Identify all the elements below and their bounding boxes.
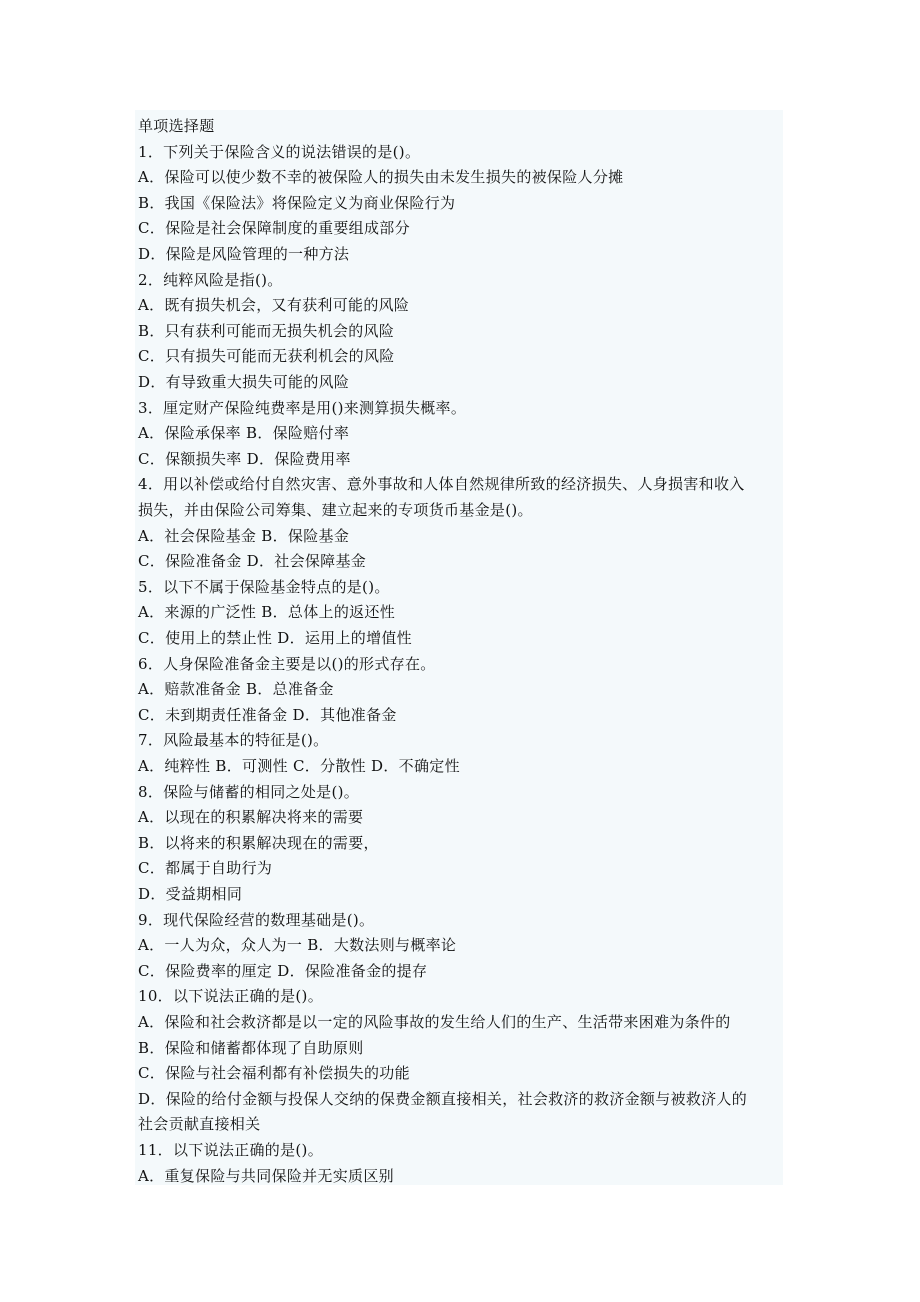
- text-line: A．保险可以使少数不幸的被保险人的损失由未发生损失的被保险人分摊: [138, 168, 624, 187]
- section-heading: 单项选择题: [138, 117, 215, 135]
- text-line: D．受益期相同: [138, 885, 243, 903]
- text-line: A．纯粹性 B．可测性 C．分散性 D．不确定性: [138, 757, 460, 775]
- text-line: C．保险费率的厘定 D．保险准备金的提存: [138, 961, 428, 980]
- text-line: B．保险和储蓄都体现了自助原则: [138, 1038, 364, 1057]
- document-text-block: [135, 110, 783, 1185]
- text-line: 8．保险与储蓄的相同之处是()。: [138, 782, 360, 801]
- text-line: C．保额损失率 D．保险费用率: [138, 449, 351, 468]
- text-line: A．保险和社会救济都是以一定的风险事故的发生给人们的生产、生活带来困难为条件的: [138, 1013, 731, 1031]
- text-line: A．保险承保率 B．保险赔付率: [138, 424, 350, 443]
- text-line: 4．用以补偿或给付自然灾害、意外事故和人体自然规律所致的经济损失、人身损害和收入: [138, 475, 745, 494]
- text-line: 损失，并由保险公司筹集、建立起来的专项货币基金是()。: [138, 501, 533, 519]
- text-line: 7．风险最基本的特征是()。: [138, 731, 329, 750]
- text-line: A．以现在的积累解决将来的需要: [138, 808, 364, 827]
- text-line: C．保险是社会保障制度的重要组成部分: [138, 219, 410, 238]
- text-line: A．重复保险与共同保险并无实质区别: [138, 1166, 394, 1185]
- text-line: B．我国《保险法》将保险定义为商业保险行为: [138, 193, 456, 212]
- text-line: A．一人为众，众人为一 B．大数法则与概率论: [138, 936, 457, 955]
- text-line: C．使用上的禁止性 D．运用上的增值性: [138, 629, 412, 647]
- text-line: 1．下列关于保险含义的说法错误的是()。: [138, 142, 421, 161]
- text-line: 2．纯粹风险是指()。: [138, 270, 283, 289]
- text-line: 10．以下说法正确的是()。: [138, 987, 323, 1006]
- text-line: D．有导致重大损失可能的风险: [138, 373, 350, 391]
- text-line: 3．厘定财产保险纯费率是用()来测算损失概率。: [138, 398, 467, 417]
- text-line: B．以将来的积累解决现在的需要，: [138, 833, 379, 852]
- text-line: C．保险准备金 D．社会保障基金: [138, 552, 367, 571]
- text-line: 11．以下说法正确的是()。: [138, 1141, 323, 1159]
- text-line: 9．现代保险经营的数理基础是()。: [138, 910, 375, 929]
- text-line: A．赔款准备金 B．总准备金: [138, 680, 334, 699]
- text-line: A．既有损失机会，又有获利可能的风险: [138, 296, 410, 315]
- text-line: A．社会保险基金 B．保险基金: [138, 526, 350, 545]
- text-line: D．保险是风险管理的一种方法: [138, 245, 350, 263]
- text-line: C．都属于自助行为: [138, 859, 273, 878]
- text-line: C．未到期责任准备金 D．其他准备金: [138, 705, 397, 724]
- text-line: 社会贡献直接相关: [138, 1115, 261, 1134]
- text-line: A．来源的广泛性 B．总体上的返还性: [138, 603, 396, 622]
- text-line: C．只有损失可能而无获利机会的风险: [138, 347, 395, 366]
- text-line: B．只有获利可能而无损失机会的风险: [138, 321, 395, 340]
- text-line: D．保险的给付金额与投保人交纳的保费金额直接相关，社会救济的救济金额与被救济人的: [138, 1089, 748, 1108]
- text-line: C．保险与社会福利都有补偿损失的功能: [138, 1064, 410, 1083]
- text-line: 6．人身保险准备金主要是以()的形式存在。: [138, 654, 436, 673]
- text-line: 5．以下不属于保险基金特点的是()。: [138, 577, 390, 596]
